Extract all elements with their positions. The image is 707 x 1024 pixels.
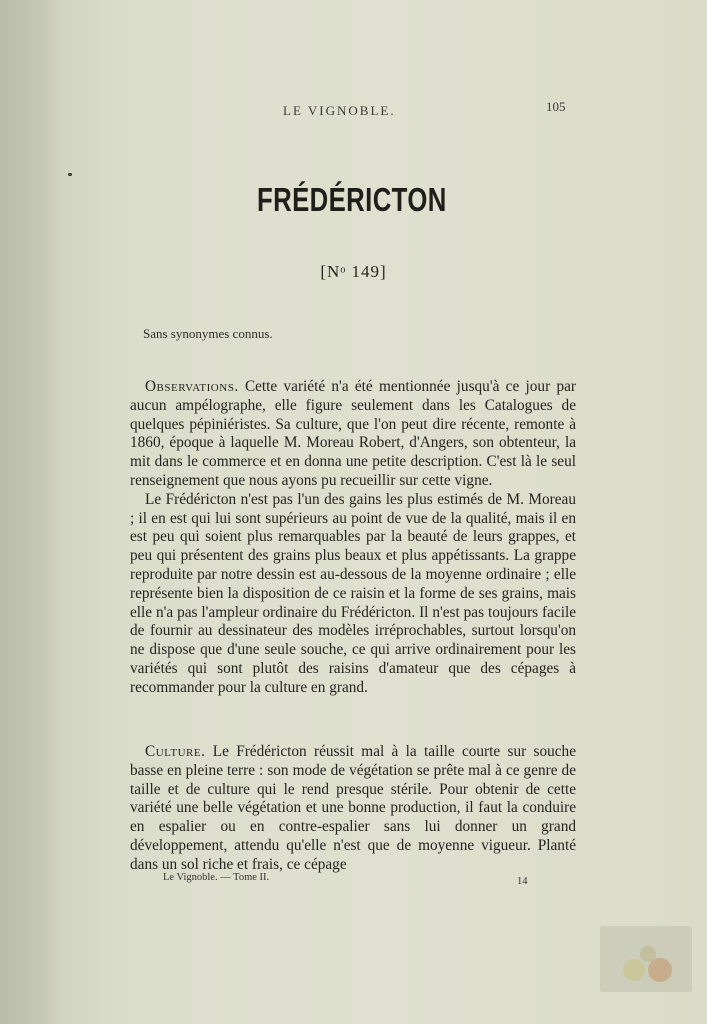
running-head: LE VIGNOBLE. bbox=[283, 103, 396, 118]
footer-book-title: Le Vignoble. — Tome II. bbox=[163, 872, 270, 883]
culture-text-1: Le Frédéricton réussit mal à la taille courte sur souche basse en pleine terre : son mode de végétation se prête mal à ce genre de taille et de culture qui le rend presque stérile. Pour obtenir de cette variété une belle végétation et une bonne production, il faut la conduire en espalier ou en contre-espalier sans lui donner un grand développement, attendu qu'elle n'est que de moyenne vigueur. Planté dans un sol riche et frais, ce cépage bbox=[130, 743, 576, 873]
page-title: FRÉDÉRICTON bbox=[256, 181, 447, 218]
culture-paragraph-1 bbox=[130, 743, 576, 875]
observations-text-1: Cette variété n'a été mentionnée jusqu'à ce jour par aucun ampélographe, elle figure seulement dans les Catalogues de quelques pépiniéristes. Sa culture, que l'on peut dire récente, remonte à 1860, époque à laquelle M. Moreau Robert, d'Angers, son obtenteur, la mit dans le commerce et en donna une petite description. C'est là le seul renseignement que nous ayons pu recueillir sur cette vigne. bbox=[130, 378, 576, 489]
observations-paragraph-1 bbox=[130, 378, 576, 491]
synonyms-note: Sans synonymes connus. bbox=[143, 326, 273, 341]
observations-section bbox=[130, 378, 576, 698]
culture-label: Culture. bbox=[145, 743, 206, 760]
variety-number: [Nᵒ 149] bbox=[320, 262, 387, 281]
book-gutter bbox=[0, 0, 64, 1024]
culture-section bbox=[130, 743, 576, 875]
ink-speck bbox=[68, 173, 72, 176]
observations-paragraph-2: Le Frédéricton n'est pas l'un des gains les plus estimés de M. Moreau ; il en est qui lui sont supérieurs au point de vue de la qualité, mais il en est peu qui soient plus remarquables par la beauté de leurs grappes, et peu qui présentent des grains plus beaux et plus appétissants. La grappe reproduite par notre dessin est au-dessous de la moyenne ordinaire ; elle représente bien la disposition de ce raisin et la forme de ses grains, mais elle n'a pas l'ampleur ordinaire du Frédéricton. Il n'est pas toujours facile de fournir au dessinateur des modèles irréprochables, surtout lorsqu'on ne dispose que d'une seule souche, ce qui arrive ordinairement pour les variétés qui sont plutôt des raisins d'amateur que des cépages à recommander pour la culture en grand. bbox=[130, 490, 576, 696]
page-number: 105 bbox=[546, 99, 566, 114]
watermark-logo bbox=[600, 926, 692, 992]
observations-label: Observations. bbox=[145, 378, 239, 395]
signature-mark: 14 bbox=[517, 876, 528, 887]
